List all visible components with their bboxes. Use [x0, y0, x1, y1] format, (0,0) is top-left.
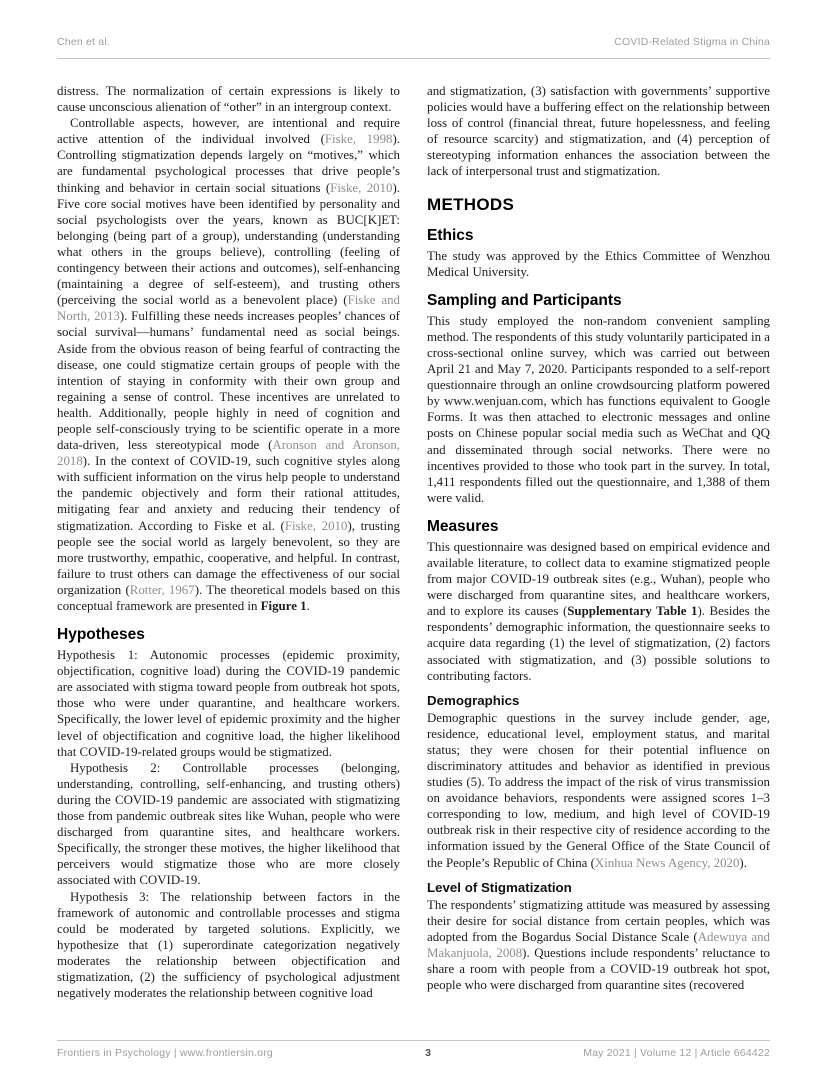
- paragraph: [427, 539, 770, 684]
- text-run: distress. The normalization of certain expressions is likely to cause unconscious alienation of “other” in an intergroup context.: [57, 84, 400, 115]
- text-run: The study was approved by the Ethics Committee of Wenzhou Medical University.: [427, 248, 770, 279]
- text-run: ). In the context of COVID-19, such cognitive styles along with sufficient information on the virus help people to understand the pandemic objectively and form their rational attitudes, mitigating fear and anxiety and reducing their tendency of stigmatization. According to Fiske et al. (: [57, 454, 400, 533]
- section-heading-ethics: Ethics: [427, 226, 474, 244]
- footer-journal-url: Frontiers in Psychology | www.frontiersin.org: [57, 1047, 273, 1059]
- citation-link[interactable]: Aronson and Aronson, 2018: [57, 438, 400, 469]
- text-run: ).: [739, 855, 747, 870]
- paragraph: [57, 760, 400, 889]
- text-run: ). Controlling stigmatization depends largely on “motives,” which are fundamental psychological processes that drive people’s thinking and behavior in certain social situations (: [57, 132, 400, 195]
- paragraph: [57, 115, 400, 614]
- section-heading-hypotheses: Hypotheses: [57, 626, 145, 644]
- citation-link[interactable]: Fiske, 2010: [330, 180, 393, 195]
- text-run: The respondents’ stigmatizing attitude was measured by assessing their desire for social distance from certain peoples, which was adopted from the Bogardus Social Distance Scale (: [427, 897, 770, 944]
- text-run: ). Questions include respondents’ reluctance to share a room with people from a COVID-19 outbreak hot spot, people who were discharged from quarantine sites (recovered: [427, 945, 770, 993]
- paragraph: [427, 248, 770, 280]
- paragraph: [57, 83, 400, 115]
- text-run: .: [306, 599, 310, 613]
- running-footer: [57, 1047, 770, 1059]
- running-header: [57, 36, 770, 48]
- footer-page-number: 3: [425, 1047, 432, 1059]
- footer-rule: [57, 1040, 770, 1041]
- text-run: This study employed the non-random convenient sampling method. The respondents of this study voluntarily participated in a cross-sectional online survey, which was carried out between April 21 and May 7, 2020. Participants responded to a self-report questionnaire through an online crowdsourcing platform powered by www.wenjuan.com, which has functions equivalent to Google Forms. It was then attached to electronic messages and online posts on Chinese popular social media such as WeChat and QQ and disseminated through social networks. There were no incentives provided to those who took part in the survey. In total, 1,411 respondents filled out the questionnaire, and 1,388 of them were valid.: [427, 313, 770, 505]
- text-run: Hypothesis 3: The relationship between factors in the framework of autonomic and controllable processes and stigma could be moderated by targeted solutions. Explicitly, we hypothesize that (1) superordinate categorization negatively moderates the relationship between objectification and stigmatization, (2) the sufficiency of psychological adjustment negatively moderates the relationship between cognitive load: [57, 889, 400, 1001]
- citation-link[interactable]: Xinhua News Agency, 2020: [594, 855, 740, 870]
- citation-link[interactable]: Fiske, 1998: [324, 132, 393, 147]
- running-header-title: COVID-Related Stigma in China: [614, 36, 770, 48]
- subsection-heading-demographics: Demographics: [427, 692, 520, 708]
- running-header-authors: Chen et al.: [57, 36, 110, 48]
- section-heading-measures: Measures: [427, 517, 499, 535]
- text-run: Hypothesis 1: Autonomic processes (epidemic proximity, objectification, cognitive load) during the COVID-19 pandemic are associated with stigma toward people from outbreak hot spots, those who were under quarantine, and healthcare workers. Specifically, the lower level of epidemic proximity and the higher level of objectification and cognitive load, the higher likelihood that COVID-19-related groups would be stigmatized.: [57, 648, 400, 759]
- cross-reference-link[interactable]: Figure 1: [260, 599, 307, 613]
- text-run: and stigmatization, (3) satisfaction with governments’ supportive policies would have a buffering effect on the relationship between loss of control (financial threat, future hopelessness, and feeling of resource scarcity) and stigmatization, and (4) perception of stereotyping information enhances the association between the lack of interpersonal trust and stigmatization.: [427, 84, 770, 179]
- left-column: [57, 83, 400, 1035]
- header-rule: [57, 58, 770, 59]
- paragraph: [427, 83, 770, 180]
- footer-issue-info: May 2021 | Volume 12 | Article 664422: [583, 1047, 770, 1059]
- paragraph: [427, 897, 770, 994]
- text-run: ). Five core social motives have been identified by personality and social psychologists over the years, known as BUC[K]ET: belonging (being part of a group), understanding (understanding what others in the groups believe), controlling (feeling of contingency between their actions and outcomes), self-enhancing (maintaining a degree of self-esteem), and trusting others (perceiving the social world as a benevolent place) (: [57, 180, 400, 308]
- paragraph: [57, 647, 400, 760]
- paragraph: [427, 313, 770, 506]
- paragraph: [57, 889, 400, 1002]
- text-run: ). The theoretical models based on this conceptual framework are presented in: [57, 582, 400, 613]
- text-run: Hypothesis 2: Controllable processes (belonging, understanding, controlling, self-enhancing, and trusting others) during the COVID-19 pandemic are associated with stigmatizing those from pandemic outbreak sites like Wuhan, people who were discharged from quarantine sites, and healthcare workers. Specifically, the stronger these motives, the higher likelihood that perceivers would stigmatize those who are more closely associated with COVID-19.: [57, 760, 400, 888]
- citation-link[interactable]: Adewuya and Makanjuola, 2008: [427, 929, 770, 960]
- text-run: This questionnaire was designed based on empirical evidence and available literature, to collect data to examine stigmatized people from major COVID-19 outbreak sites (e.g., Wuhan), people who were discharged from quarantine sites, and healthcare workers, and to explore its causes (: [427, 539, 770, 619]
- subsection-heading-level-of-stigmatization: Level of Stigmatization: [427, 879, 572, 895]
- paragraph: [427, 710, 770, 871]
- text-run: ), trusting people see the social world as largely benevolent, so they are more trustworthy, empathic, cooperative, and helpful. In contrast, failure to trust others can damage the effectiveness of our social organization (: [57, 518, 400, 597]
- text-run: Demographic questions in the survey include gender, age, residence, educational level, employment status, and marital status; they were chosen for their potential influence on discriminatory attitudes and behavior as identified in previous studies (5). To address the impact of the risk of virus transmission on avoidance behaviors, respondents were assigned scores 1–3 corresponding to low, medium, and high level of COVID-19 outbreak risk in their respective city of residence according to the information issued by the General Office of the State Council of the People’s Republic of China (: [427, 710, 770, 870]
- section-heading-sampling: Sampling and Participants: [427, 291, 622, 309]
- text-run: ). Besides the respondents’ demographic information, the questionnaire seeks to acquire data regarding (1) the level of stigmatization, (2) factors associated with stigmatization, and (3) possible solutions to contributing factors.: [427, 604, 770, 683]
- right-column: [427, 83, 770, 1035]
- cross-reference-link[interactable]: Supplementary Table 1: [567, 604, 698, 619]
- text-run: Controllable aspects, however, are intentional and require active attention of the individual involved (: [57, 116, 400, 147]
- citation-link[interactable]: Fiske, 2010: [284, 518, 348, 533]
- citation-link[interactable]: Fiske and North, 2013: [57, 293, 400, 324]
- article-body: [57, 83, 770, 1035]
- citation-link[interactable]: Rotter, 1967: [129, 582, 195, 597]
- section-heading-methods: METHODS: [427, 194, 515, 214]
- text-run: ). Fulfilling these needs increases peoples’ chances of social survival—humans’ fundamental need as social beings. Aside from the obvious reason of being fearful of contracting the disease, one could stigmatize certain groups of people with the intention of staying in conformity with their own group and regaining a sense of control. These incentives are unrelated to health. Additionally, people highly in need of cognition and people self-consciously trying to be scientific operate in a more data-driven, less stereotypical mode (: [57, 309, 400, 453]
